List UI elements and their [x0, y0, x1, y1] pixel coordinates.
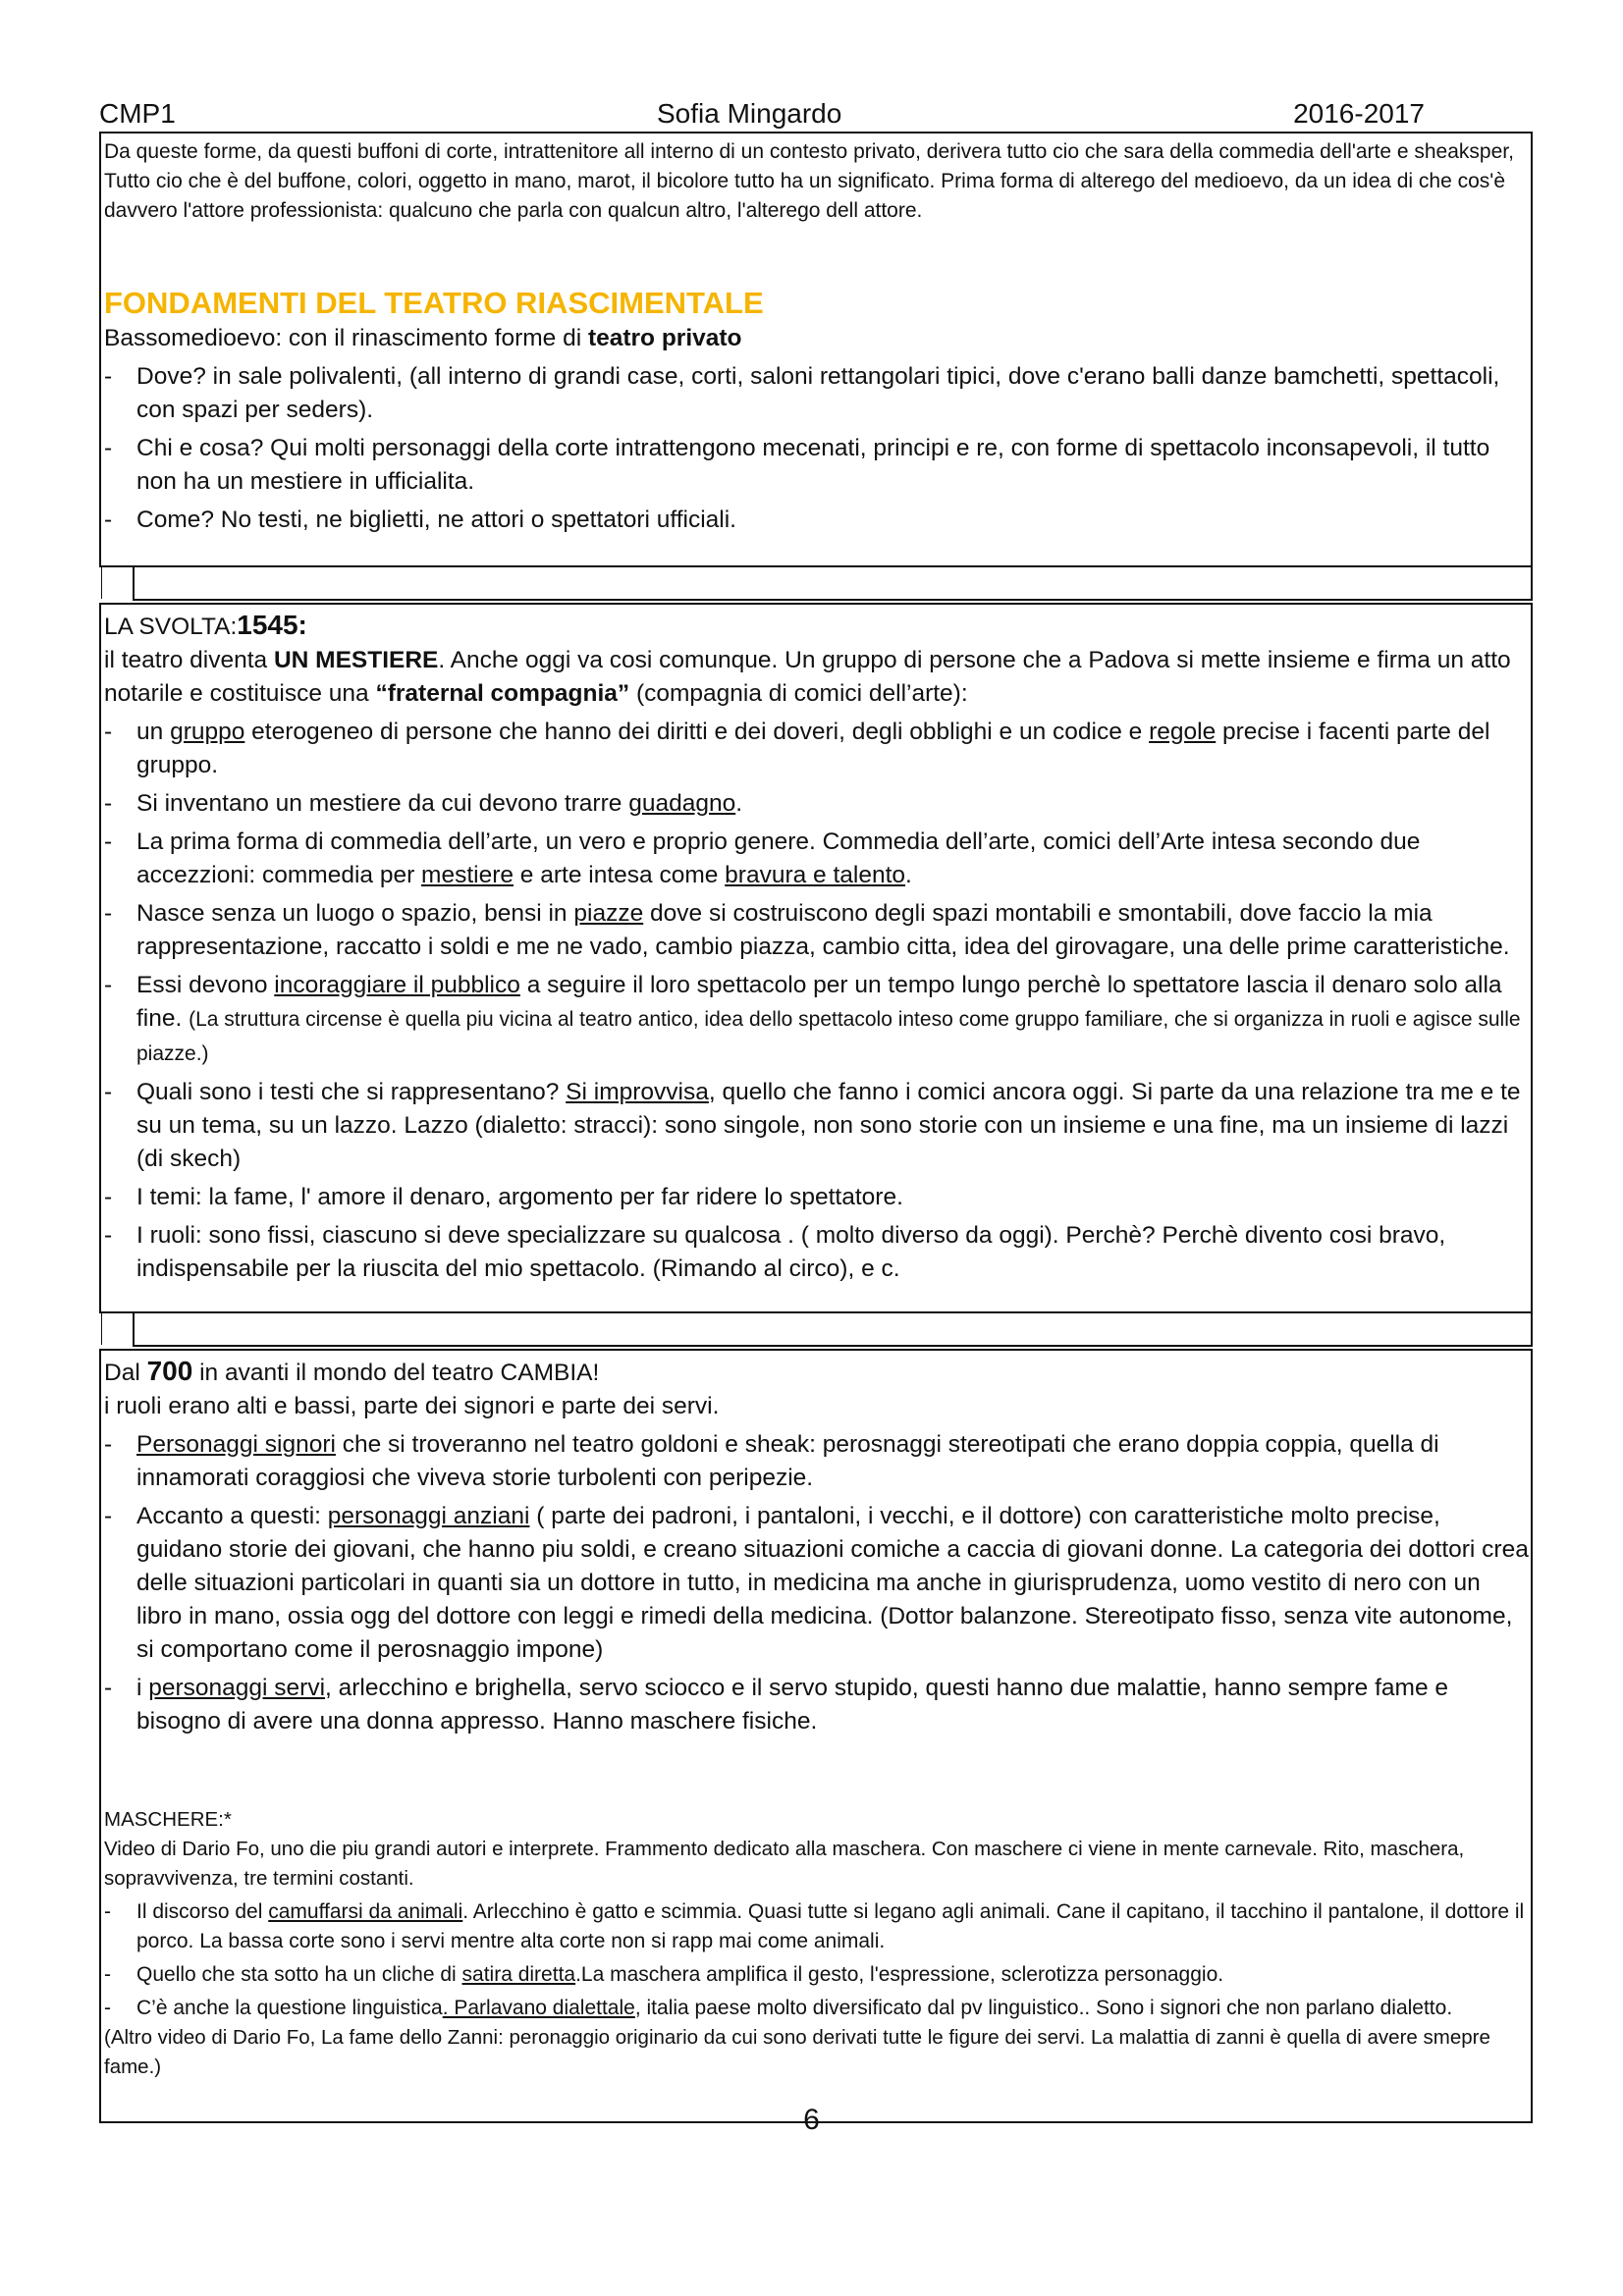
list-item: - un gruppo eterogeneo di persone che hanno dei diritti e dei doveri, degli obblighi e un codice e regole precise i facenti parte del gruppo.	[104, 716, 1529, 782]
list-item: - Dove? in sale polivalenti, (all interno di grandi case, corti, saloni rettangolari tipici, dove c'erano balli danze bamchetti, spettacoli, con spazi per seders).	[104, 360, 1529, 427]
bullet-list	[104, 1428, 1529, 1738]
page-number: 6	[803, 2104, 820, 2136]
course-code: CMP1	[99, 98, 176, 129]
list-item: - Il discorso del camuffarsi da animali. Arlecchino è gatto e scimmia. Quasi tutte si legano agli animali. Cane il capitano, il tacchino il pantalone, il dottore il porco. La bassa corte sono i servi mentre alta corte non si rapp mai come animali.	[104, 1897, 1529, 1956]
list-item: - Accanto a questi: personaggi anziani ( parte dei padroni, i pantaloni, i vecchi, e il dottore) con caratteristiche molto precise, guidano storie dei giovani, che hanno piu soldi, e creano situazioni comiche a caccia di giovani donne. La categoria dei dottori crea delle situazioni particolari in quanti sia un dottore in tutto, in medicina ma anche in giurisprudenza, uomo vestito di nero con un libro in mano, ossia ogg del dottore con leggi e rimedi della medicina. (Dottor balanzone. Stereotipato fisso, senza vite autonome, si comportano come il perosnaggio impone)	[104, 1500, 1529, 1667]
lead-line: Bassomedioevo: con il rinascimento forme di teatro privato	[104, 325, 742, 351]
academic-year: 2016-2017	[1293, 98, 1425, 129]
section-heading: LA SVOLTA:1545:	[104, 610, 307, 640]
list-item: - Personaggi signori che si troveranno nel teatro goldoni e sheak: perosnaggi stereotipati che erano doppia coppia, quella di innamorati coraggiosi che viveva storie turbolenti con peripezie.	[104, 1428, 1529, 1495]
maschere-heading: MASCHERE:*	[104, 1808, 232, 1831]
section-heading: Dal 700 in avanti il mondo del teatro CAMBIA!	[104, 1356, 600, 1386]
list-item: - I ruoli: sono fissi, ciascuno si deve specializzare su qualcosa . ( molto diverso da oggi). Perchè? Perchè divento cosi bravo, indispensabile per la riuscita del mio spettacolo. (Rimando al circo), e c.	[104, 1219, 1529, 1286]
bullet-list	[104, 716, 1529, 1286]
list-item: - Quello che sta sotto ha un cliche di satira diretta.La maschera amplifica il gesto, l'espressione, sclerotizza personaggio.	[104, 1960, 1529, 1990]
list-item: - Chi e cosa? Qui molti personaggi della corte intrattengono mecenati, principi e re, con forme di spettacolo inconsapevoli, il tutto non ha un mestiere in ufficialita.	[104, 432, 1529, 499]
author-name: Sofia Mingardo	[657, 98, 842, 129]
maschere-list	[104, 1897, 1529, 2023]
section-title: FONDAMENTI DEL TEATRO RIASCIMENTALE	[104, 286, 764, 320]
paragraph: il teatro diventa UN MESTIERE. Anche oggi va cosi comunque. Un gruppo di persone che a Padova si mette insieme e firma un atto notarile e costituisce una “fraternal compagnia” (compagnia di comici dell’arte):	[104, 647, 1511, 707]
page-header	[99, 98, 1425, 132]
list-item: - i personaggi servi, arlecchino e brighella, servo sciocco e il servo stupido, questi hanno due malattie, hanno sempre fame e bisogno di avere una donna appresso. Hanno maschere fisiche.	[104, 1672, 1529, 1738]
maschere-intro: Video di Dario Fo, uno die piu grandi autori e interprete. Frammento dedicato alla maschera. Con maschere ci viene in mente carnevale. Rito, maschera, sopravvivenza, tre termini costanti.	[104, 1838, 1465, 1890]
section-la-svolta	[99, 603, 1533, 1313]
list-item: - Nasce senza un luogo o spazio, bensi in piazze dove si costruiscono degli spazi montabili e smontabili, dove faccio la mia rappresentazione, raccatto i soldi e me ne vado, cambio piazza, cambio citta, idea del girovagare, una delle prime caratteristiche.	[104, 897, 1529, 964]
closing-note: (Altro video di Dario Fo, La fame dello Zanni: peronaggio originario da cui sono derivati tutte le figure dei servi. La malattia di zanni è quella di avere smepre fame.)	[104, 2026, 1490, 2078]
list-item: - Come? No testi, ne biglietti, ne attori o spettatori ufficiali.	[104, 504, 1529, 537]
list-item: - La prima forma di commedia dell’arte, un vero e proprio genere. Commedia dell’arte, comici dell’Arte intesa secondo due accezzioni: commedia per mestiere e arte intesa come bravura e talento.	[104, 826, 1529, 892]
list-item: - Essi devono incoraggiare il pubblico a seguire il loro spettacolo per un tempo lungo perchè lo spettatore lascia il denaro solo alla fine. (La struttura circense è quella piu vicina al teatro antico, idea dello spettacolo inteso come gruppo familiare, che si organizza in ruoli e agisce sulle piazze.)	[104, 969, 1529, 1071]
list-item: - I temi: la fame, l' amore il denaro, argomento per far ridere lo spettatore.	[104, 1181, 1529, 1214]
intro-paragraph: Da queste forme, da questi buffoni di corte, intrattenitore all interno di un contesto privato, derivera tutto cio che sara della commedia dell'arte e sheaksper, Tutto cio che è del buffone, colori, oggetto in mano, marot, il bicolore tutto ha un significato. Prima forma di alterego del medioevo, da un idea di che cos'è davvero l'attore professionista: qualcuno che parla con qualcun altro, l'alterego dell attore.	[104, 140, 1514, 222]
list-item: - Si inventano un mestiere da cui devono trarre guadagno.	[104, 787, 1529, 821]
bullet-list	[104, 360, 1529, 537]
section-teatro-riascimentale	[99, 132, 1533, 567]
divider-strip	[133, 567, 1533, 601]
list-item: - Quali sono i testi che si rappresentano? Si improvvisa, quello che fanno i comici ancora oggi. Si parte da una relazione tra me e te su un tema, su un lazzo. Lazzo (dialetto: stracci): sono singole, non sono storie con un insieme e una fine, ma un insieme di lazzi (di skech)	[104, 1076, 1529, 1176]
divider-strip	[133, 1313, 1533, 1347]
paragraph: i ruoli erano alti e bassi, parte dei signori e parte dei servi.	[104, 1393, 720, 1419]
section-dal-700	[99, 1349, 1533, 2123]
list-item: - C’è anche la questione linguistica. Parlavano dialettale, italia paese molto diversificato dal pv linguistico.. Sono i signori che non parlano dialetto.	[104, 1994, 1529, 2023]
